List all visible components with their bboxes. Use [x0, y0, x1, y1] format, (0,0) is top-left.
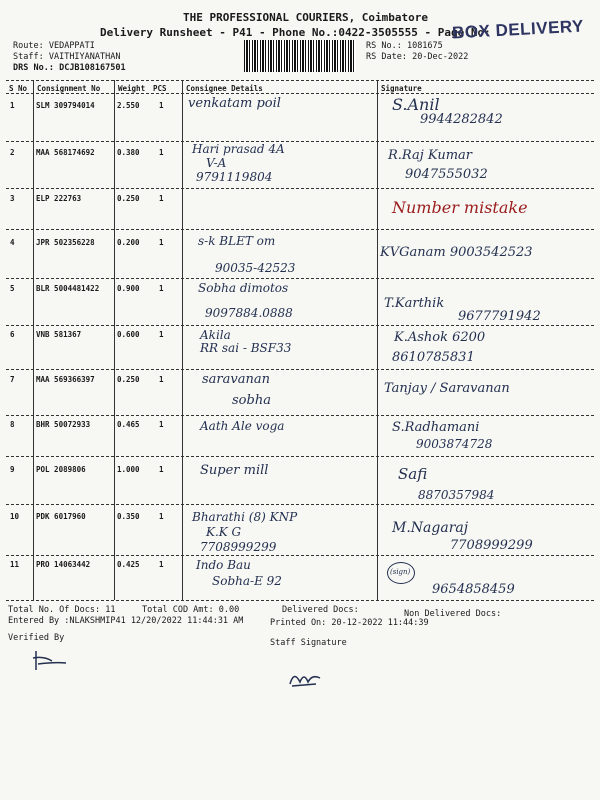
col-header-consignment: Consignment No: [37, 84, 101, 93]
row-5-pcs: 1: [159, 284, 164, 293]
row-3-pcs: 1: [159, 194, 164, 203]
route-line: Route: VEDAPPATI: [13, 41, 95, 51]
verified-by: Verified By: [8, 633, 65, 643]
row-10-sno: 10: [10, 512, 20, 521]
row-2-pcs: 1: [159, 148, 164, 157]
row-rule: [6, 229, 594, 230]
runsheet-title: Delivery Runsheet - P41 - Phone No.:0422-3505555 - Page No:: [100, 26, 491, 39]
col-header-sno: S No: [9, 84, 28, 93]
row-1-pcs: 1: [159, 101, 164, 110]
row-11-sno: 11: [10, 560, 20, 569]
row-9-consignment: POL 2089806: [36, 465, 86, 474]
row-7-pcs: 1: [159, 375, 164, 384]
row-6-consignment: VNB 581367: [36, 330, 82, 339]
row-10-phone: 7708999299: [450, 538, 533, 553]
row-2-sno: 2: [10, 148, 15, 157]
row-rule: [6, 325, 594, 326]
row-10-consignee-phone: 7708999299: [200, 540, 277, 554]
row-3-weight: 0.250: [117, 194, 140, 203]
row-rule: [6, 278, 594, 279]
staff-line: Staff: VAITHIYANATHAN: [13, 52, 121, 62]
row-6-pcs: 1: [159, 330, 164, 339]
total-docs: Total No. Of Docs: 11: [8, 605, 116, 615]
row-rule: [6, 369, 594, 370]
route-value: VEDAPPATI: [48, 41, 95, 51]
table-header-rule: [6, 93, 594, 94]
row-5-sno: 5: [10, 284, 15, 293]
table-top-rule: [6, 80, 594, 81]
row-8-pcs: 1: [159, 420, 164, 429]
entered-by: Entered By :NLAKSHMIP41 12/20/2022 11:44:31 AM: [8, 616, 244, 626]
row-11-pcs: 1: [159, 560, 164, 569]
row-11-consignment: PRO 14063442: [36, 560, 91, 569]
row-11-signature: (sign): [390, 568, 411, 576]
row-6-phone: 8610785831: [392, 350, 475, 365]
row-8-phone: 9003874728: [416, 437, 493, 451]
row-7-consignee-name: saravanan: [202, 372, 270, 387]
row-4-signature: KVGanam 9003542523: [380, 245, 533, 260]
drs-line: DRS No.: DCJB108167501: [13, 63, 126, 73]
row-5-consignment: BLR 5004481422: [36, 284, 100, 293]
col-header-consignee: Consignee Details: [186, 84, 263, 93]
row-1-signature: S.Anil: [392, 95, 440, 114]
row-1-phone: 9944282842: [420, 112, 503, 127]
row-3-note: Number mistake: [392, 198, 528, 217]
row-5-weight: 0.900: [117, 284, 140, 293]
row-6-consignee-addr: RR sai - BSF33: [200, 341, 292, 355]
row-rule: [6, 600, 594, 601]
row-9-consignee: Super mill: [200, 463, 269, 478]
row-5-consignee-phone: 9097884.0888: [205, 306, 293, 320]
col-divider: [377, 80, 378, 600]
row-rule: [6, 456, 594, 457]
row-5-signature: T.Karthik: [384, 296, 445, 311]
row-11-consignee-addr: Sobha-E 92: [212, 574, 282, 588]
row-rule: [6, 504, 594, 505]
row-1-consignment: SLM 309794014: [36, 101, 95, 110]
row-1-consignee: venkatam poil: [188, 96, 281, 111]
col-header-pcs: PCS: [153, 84, 167, 93]
row-6-signature: K.Ashok 6200: [394, 330, 486, 345]
drs-value: DCJB108167501: [59, 63, 126, 73]
row-8-weight: 0.465: [117, 420, 140, 429]
row-3-consignment: ELP 222763: [36, 194, 82, 203]
printed-on: Printed On: 20-12-2022 11:44:39: [270, 618, 429, 628]
company-name: THE PROFESSIONAL COURIERS, Coimbatore: [183, 11, 429, 24]
row-1-weight: 2.550: [117, 101, 140, 110]
row-2-weight: 0.380: [117, 148, 140, 157]
row-1-sno: 1: [10, 101, 15, 110]
delivered-docs: Delivered Docs:: [282, 605, 359, 615]
row-4-consignment: JPR 502356228: [36, 238, 95, 247]
rs-date-line: RS Date: 20-Dec-2022: [366, 52, 469, 62]
box-delivery-stamp: BOX DELIVERY: [451, 16, 585, 43]
row-6-sno: 6: [10, 330, 15, 339]
col-divider: [33, 80, 34, 600]
row-7-sno: 7: [10, 375, 15, 384]
row-9-weight: 1.000: [117, 465, 140, 474]
row-4-consignee-name: s-k BLET om: [198, 234, 276, 248]
row-3-sno: 3: [10, 194, 15, 203]
row-6-consignee-name: Akila: [200, 328, 231, 342]
row-10-pcs: 1: [159, 512, 164, 521]
row-7-weight: 0.250: [117, 375, 140, 384]
row-4-pcs: 1: [159, 238, 164, 247]
row-2-consignee-addr: V-A: [206, 156, 227, 170]
col-divider: [114, 80, 115, 600]
row-rule: [6, 555, 594, 556]
rs-no-line: RS No.: 1081675: [366, 41, 443, 51]
row-11-stamp-circle: [387, 562, 415, 584]
staff-signature-mark: [286, 666, 326, 692]
row-2-consignment: MAA 568174692: [36, 148, 95, 157]
rs-no-value: 1081675: [406, 41, 443, 51]
staff-signature-label: Staff Signature: [270, 638, 347, 648]
row-8-consignee: Aath Ale voga: [200, 419, 285, 433]
row-8-signature: S.Radhamani: [392, 420, 480, 435]
staff-value: VAITHIYANATHAN: [48, 52, 121, 62]
non-delivered-docs: Non Delivered Docs:: [404, 609, 502, 619]
row-7-signature: Tanjay / Saravanan: [384, 381, 510, 396]
col-header-signature: Signature: [381, 84, 422, 93]
total-cod: Total COD Amt: 0.00: [142, 605, 240, 615]
col-divider: [182, 80, 183, 600]
row-9-signature: Safi: [398, 465, 428, 483]
row-4-weight: 0.200: [117, 238, 140, 247]
row-10-consignee-addr: K.K G: [206, 525, 242, 539]
row-10-signature: M.Nagaraj: [392, 520, 469, 536]
row-10-consignee-name: Bharathi (8) KNP: [192, 510, 298, 524]
row-9-sno: 9: [10, 465, 15, 474]
row-10-consignment: PDK 6017960: [36, 512, 86, 521]
row-2-consignee-name: Hari prasad 4A: [192, 142, 285, 156]
row-2-signature: R.Raj Kumar: [388, 148, 473, 163]
col-header-weight: Weight: [118, 84, 146, 93]
row-11-weight: 0.425: [117, 560, 140, 569]
row-5-phone: 9677791942: [458, 309, 541, 324]
row-10-weight: 0.350: [117, 512, 140, 521]
row-2-phone: 9047555032: [405, 167, 488, 182]
row-8-sno: 8: [10, 420, 15, 429]
row-8-consignment: BHR 50072933: [36, 420, 91, 429]
row-11-consignee-name: Indo Bau: [196, 558, 251, 572]
row-4-sno: 4: [10, 238, 15, 247]
row-rule: [6, 415, 594, 416]
verified-signature-mark: [30, 648, 70, 674]
row-rule: [6, 188, 594, 189]
row-9-phone: 8870357984: [418, 488, 495, 502]
row-5-consignee-name: Sobha dimotos: [198, 281, 289, 295]
row-7-consignment: MAA 569366397: [36, 375, 95, 384]
rs-date-value: 20-Dec-2022: [412, 52, 469, 62]
row-4-consignee-phone: 90035-42523: [215, 261, 296, 275]
row-2-consignee-phone: 9791119804: [196, 170, 273, 184]
row-11-phone: 9654858459: [432, 582, 515, 597]
row-rule: [6, 141, 594, 142]
barcode: [244, 40, 356, 72]
row-9-pcs: 1: [159, 465, 164, 474]
row-6-weight: 0.600: [117, 330, 140, 339]
row-7-consignee-addr: sobha: [232, 393, 271, 408]
